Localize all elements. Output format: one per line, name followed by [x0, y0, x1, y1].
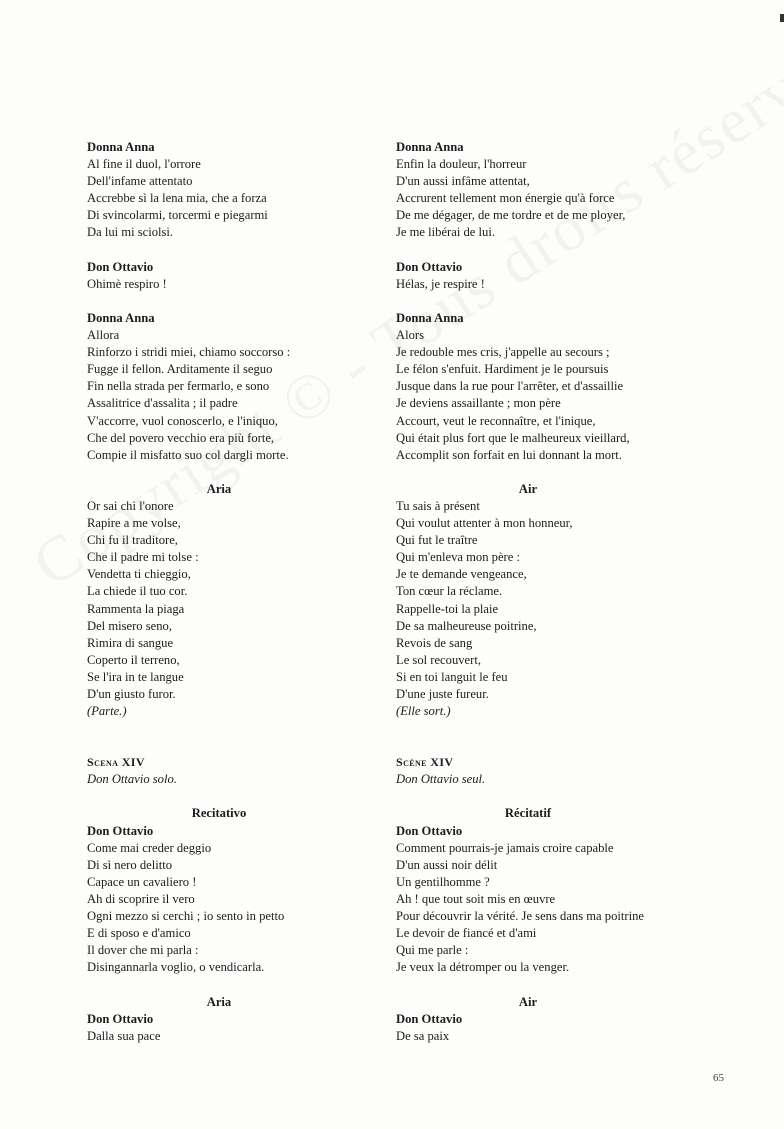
verse-line: Che il padre mi tolse :	[87, 550, 199, 565]
verse-line: Le sol recouvert,	[396, 652, 481, 667]
page-number: 65	[713, 1072, 724, 1084]
spacer	[396, 976, 696, 993]
scene-title: Scena XIV	[87, 755, 145, 770]
verse-line: Si en toi languit le feu	[396, 669, 508, 684]
verse-line: Ton cœur la réclame.	[396, 584, 503, 599]
verse-line: Jusque dans la rue pour l'arrêter, et d'assaillie	[396, 379, 624, 394]
stage-direction: (Parte.)	[87, 704, 127, 719]
verse-line: Je me libérai de lui.	[396, 225, 495, 240]
spacer	[87, 720, 387, 754]
speaker-name: Donna Anna	[87, 310, 155, 325]
verse-line: La chiede il tuo cor.	[87, 584, 188, 599]
verse-line: Rapire a me volse,	[87, 516, 181, 531]
verse-line: Le devoir de fiancé et d'ami	[396, 926, 537, 941]
verse-line: Hélas, je respire !	[396, 276, 485, 291]
verse-line: Di svincolarmi, torcermi e piegarmi	[87, 208, 268, 223]
section-heading: Aria	[206, 994, 232, 1009]
section-heading: Air	[518, 994, 538, 1009]
spacer	[396, 788, 696, 805]
verse-line: Qui me parle :	[396, 943, 469, 958]
verse-line: Fin nella strada per fermarlo, e sono	[87, 379, 270, 394]
verse-line: Coperto il terreno,	[87, 652, 180, 667]
verse-line: Rimira di sangue	[87, 635, 174, 650]
verse-line: Qui était plus fort que le malheureux vieillard,	[396, 430, 630, 445]
verse-line: Pour découvrir la vérité. Je sens dans ma poitrine	[396, 909, 644, 924]
verse-line: Chi fu il traditore,	[87, 533, 178, 548]
verse-line: Se l'ira in te langue	[87, 669, 184, 684]
spacer	[396, 464, 696, 481]
verse-line: Rammenta la piaga	[87, 601, 185, 616]
verse-line: Dalla sua pace	[87, 1028, 161, 1043]
spacer	[396, 242, 696, 259]
spacer	[87, 976, 387, 993]
scan-edge-mark	[780, 14, 784, 22]
verse-line: Che del povero vecchio era più forte,	[87, 430, 275, 445]
verse-line: Le félon s'enfuit. Hardiment je le poursuis	[396, 362, 609, 377]
verse-line: Da lui mi sciolsi.	[87, 225, 174, 240]
scene-title: Scène XIV	[396, 755, 454, 770]
stage-direction: (Elle sort.)	[396, 704, 451, 719]
verse-line: Ah ! que tout soit mis en œuvre	[396, 891, 556, 906]
verse-line: Je deviens assaillante ; mon père	[396, 396, 561, 411]
spacer	[87, 788, 387, 805]
verse-line: Al fine il duol, l'orrore	[87, 157, 201, 172]
speaker-name: Don Ottavio	[87, 259, 154, 274]
verse-line: Or sai chi l'onore	[87, 498, 174, 513]
verse-line: Ah di scoprire il vero	[87, 891, 195, 906]
verse-line: De me dégager, de me tordre et de me ployer,	[396, 208, 626, 223]
speaker-name: Donna Anna	[396, 140, 464, 154]
verse-line: D'un giusto furor.	[87, 687, 176, 701]
verse-line: Revois de sang	[396, 635, 473, 650]
verse-line: Comment pourrais-je jamais croire capable	[396, 840, 614, 855]
verse-line: Il dover che mi parla :	[87, 943, 199, 958]
verse-line: Tu sais à présent	[396, 498, 480, 513]
speaker-name: Donna Anna	[87, 140, 155, 154]
section-heading: Air	[518, 481, 538, 496]
verse-line: Qui fut le traître	[396, 533, 478, 548]
spacer	[87, 464, 387, 481]
verse-line: Accrebbe sì la lena mia, che a forza	[87, 191, 267, 206]
speaker-name: Don Ottavio	[396, 259, 463, 274]
verse-line: Je veux la détromper ou la venger.	[396, 960, 570, 975]
verse-line: Un gentilhomme ?	[396, 874, 490, 889]
french-column	[396, 139, 696, 1045]
verse-line: Capace un cavaliero !	[87, 874, 197, 889]
section-heading: Récitatif	[504, 806, 552, 821]
verse-line: Enfin la douleur, l'horreur	[396, 157, 527, 172]
italian-column	[87, 139, 387, 1045]
verse-line: Disingannarla voglio, o vendicarla.	[87, 960, 265, 975]
verse-line: Accomplit son forfait en lui donnant la mort.	[396, 447, 622, 462]
verse-line: Ogni mezzo si cerchi ; io sento in petto	[87, 909, 285, 924]
verse-line: Dell'infame attentato	[87, 174, 193, 189]
stage-direction: Don Ottavio solo.	[87, 772, 177, 787]
verse-line: De sa malheureuse poitrine,	[396, 618, 537, 633]
verse-line: Compie il misfatto suo col dargli morte.	[87, 447, 289, 462]
verse-line: Accourt, veut le reconnaître, et l'inique,	[396, 413, 596, 428]
verse-line: Del misero seno,	[87, 618, 172, 633]
verse-line: Ohimè respiro !	[87, 276, 167, 291]
verse-line: D'une juste fureur.	[396, 687, 489, 701]
verse-line: D'un aussi infâme attentat,	[396, 174, 530, 189]
speaker-name: Don Ottavio	[87, 823, 154, 838]
verse-line: Rinforzo i stridi miei, chiamo soccorso :	[87, 345, 291, 360]
verse-line: V'accorre, vuol conoscerlo, e l'iniquo,	[87, 413, 278, 428]
verse-line: D'un aussi noir délit	[396, 857, 498, 872]
spacer	[396, 720, 696, 754]
verse-line: Assalitrice d'assalita ; il padre	[87, 396, 238, 411]
verse-line: Qui voulut attenter à mon honneur,	[396, 516, 573, 531]
speaker-name: Donna Anna	[396, 310, 464, 325]
verse-line: Je redouble mes cris, j'appelle au secours ;	[396, 345, 610, 360]
verse-line: Qui m'enleva mon père :	[396, 550, 520, 565]
spacer	[87, 293, 387, 310]
spacer	[396, 293, 696, 310]
verse-line: E di sposo e d'amico	[87, 926, 191, 941]
section-heading: Recitativo	[191, 806, 247, 821]
speaker-name: Don Ottavio	[396, 1011, 463, 1026]
speaker-name: Don Ottavio	[87, 1011, 154, 1026]
verse-line: Fugge il fellon. Arditamente il seguo	[87, 362, 273, 377]
verse-line: Je te demande vengeance,	[396, 567, 527, 582]
verse-line: Come mai creder deggio	[87, 840, 212, 855]
speaker-name: Don Ottavio	[396, 823, 463, 838]
verse-line: Vendetta ti chieggio,	[87, 567, 191, 582]
verse-line: De sa paix	[396, 1028, 450, 1043]
verse-line: Di sì nero delitto	[87, 857, 172, 872]
verse-line: Accrurent tellement mon énergie qu'à force	[396, 191, 615, 206]
verse-line: Allora	[87, 328, 120, 343]
verse-line: Alors	[396, 328, 424, 343]
verse-line: Rappelle-toi la plaie	[396, 601, 499, 616]
section-heading: Aria	[206, 481, 232, 496]
stage-direction: Don Ottavio seul.	[396, 772, 486, 787]
spacer	[87, 242, 387, 259]
